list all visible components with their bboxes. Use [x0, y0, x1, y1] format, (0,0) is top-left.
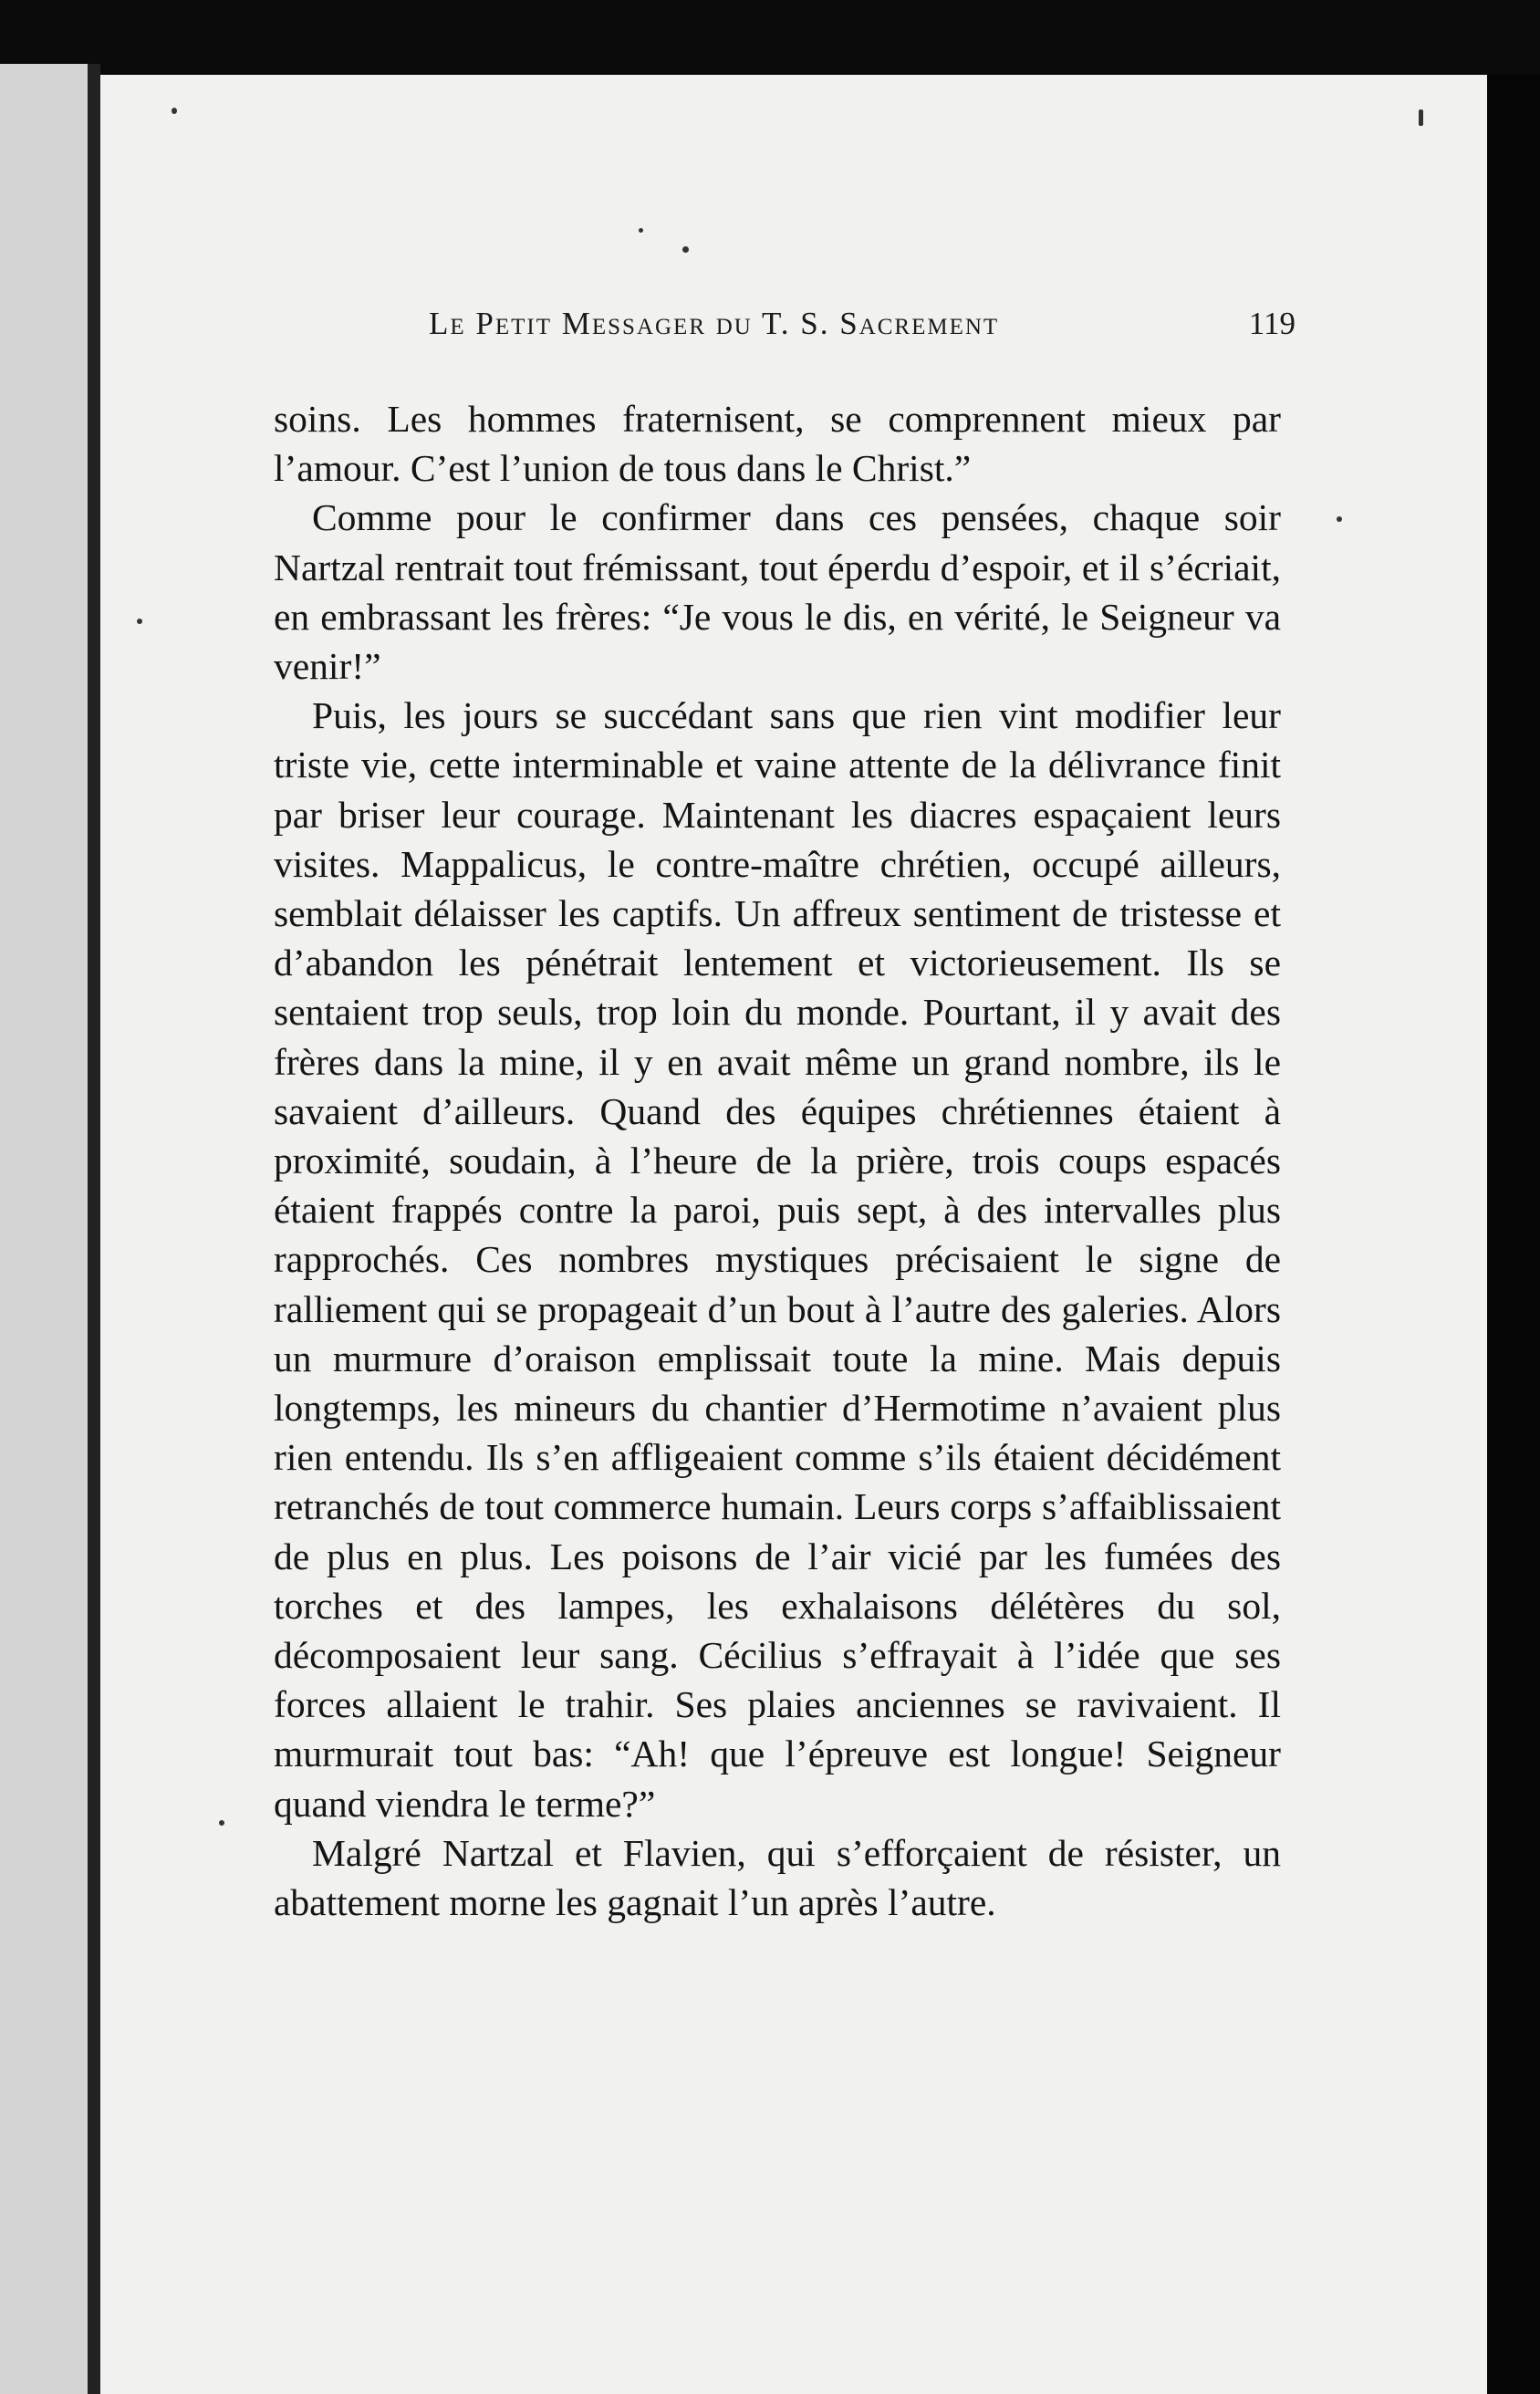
running-header — [429, 306, 1295, 360]
scan-speck — [219, 1820, 224, 1826]
paragraph: soins. Les hommes fraternisent, se comprennent mieux par l’amour. C’est l’union de tous dans le Christ.” — [274, 398, 1281, 490]
paragraph: Comme pour le confirmer dans ces pensées, chaque soir Nartzal rentrait tout frémissant, tout éperdu d’espoir, et il s’écriait, en embrassant les frères: “Je vous le dis, en vérité, le Seigneur va venir!” — [274, 496, 1281, 688]
paragraph: Puis, les jours se succédant sans que rien vint modifier leur triste vie, cette interminable et vaine attente de la délivrance finit par briser leur courage. Maintenant les diacres espaçaient leurs visites. Mappalicus, le contre-maître chrétien, occupé ailleurs, semblait délaisser les captifs. Un affreux sentiment de tristesse et d’abandon les pénétrait lentement et victorieusement. Ils se sentaient trop seuls, trop loin du monde. Pourtant, il y avait des frères dans la mine, il y en avait même un grand nombre, ils le savaient d’ailleurs. Quand des équipes chrétiennes étaient à proximité, soudain, à l’heure de la prière, trois coups espacés étaient frappés contre la paroi, puis sept, à des intervalles plus rapprochés. Ces nombres mystiques précisaient le signe de ralliement qui se propageait d’un bout à l’autre des galeries. Alors un murmure d’oraison emplissait toute la mine. Mais depuis longtemps, les mineurs du chantier d’Hermotime n’avaient plus rien entendu. Ils s’en affligeaient comme s’ils étaient décidément retranchés de tout commerce humain. Leurs corps s’affaiblissaient de plus en plus. Les poisons de l’air vicié par les fumées des torches et des lampes, les exhalaisons délétères du sol, décomposaient leur sang. Cécilius s’effrayait à l’idée que ses forces allaient le trahir. Ses plaies anciennes se ravivaient. Il murmurait tout bas: “Ah! que l’épreuve est longue! Seigneur quand viendra le terme?” — [274, 694, 1281, 1825]
scan-speck — [1337, 516, 1342, 522]
scan-speck — [682, 246, 689, 253]
scan-speck — [1419, 109, 1423, 126]
previous-page-edge — [0, 64, 88, 2394]
scan-speck — [137, 619, 142, 624]
paragraph: Malgré Nartzal et Flavien, qui s’efforçaient de résister, un abattement morne les gagnait l’un après l’autre. — [274, 1831, 1281, 1924]
scan-speck — [172, 108, 177, 114]
running-title: Le Petit Messager du T. S. Sacrement — [429, 306, 1000, 341]
page-number: 119 — [1248, 306, 1295, 341]
page-right-border — [1487, 75, 1540, 2394]
page-gutter — [88, 64, 100, 2394]
body-text — [274, 394, 1281, 1927]
scan-speck — [639, 228, 643, 233]
